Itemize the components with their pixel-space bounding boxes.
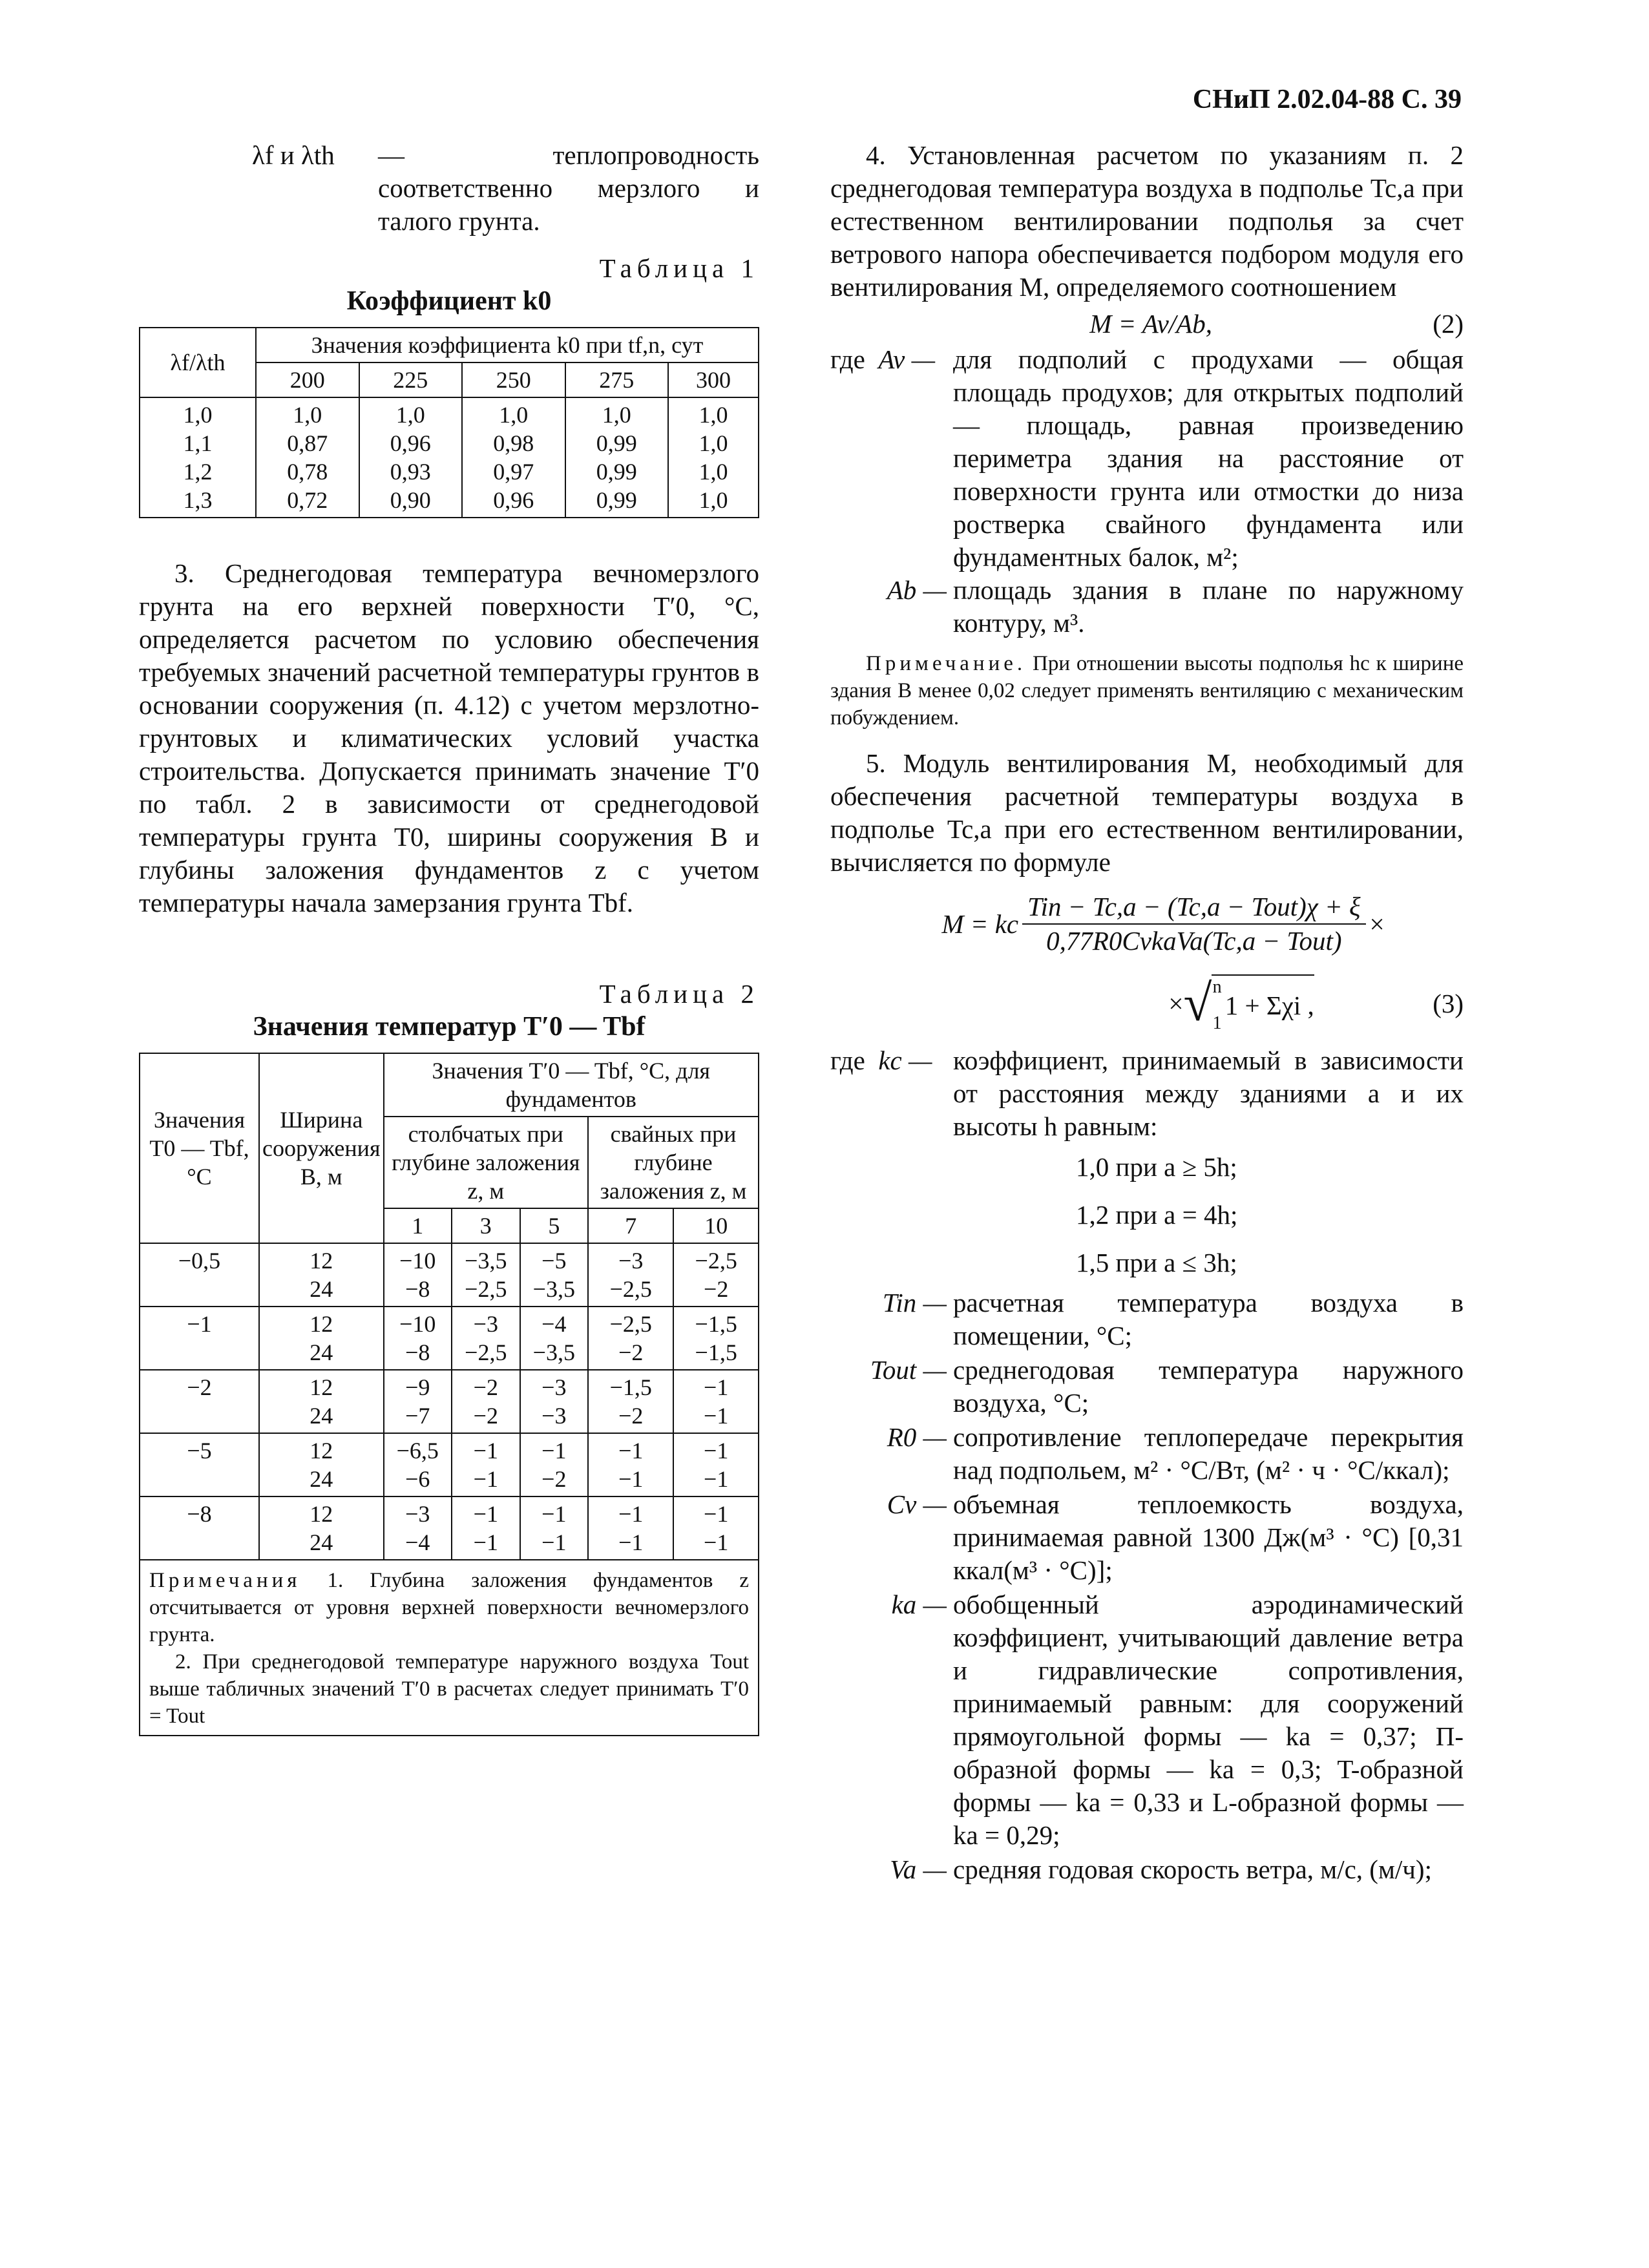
- t2-depth-header: 1: [384, 1208, 452, 1243]
- note-text: При отношении высоты подполья hc к ширине здания B менее 0,02 следует применять вентиляцию с механическим побуждением.: [830, 652, 1464, 730]
- t1-cell: 1,0: [698, 430, 728, 456]
- t1-col-header: 300: [668, 362, 759, 397]
- t2-cell: [673, 1433, 758, 1496]
- t1-cell: 1,1: [183, 430, 213, 456]
- t2-value: −1: [704, 1438, 729, 1464]
- equation-3-formula: [941, 890, 1384, 958]
- t2-cell: [259, 1243, 384, 1307]
- table2-note-1: Примечания 1. Глубина заложения фундаментов z отсчитывается от уровня верхней поверхности вечномерзлого грунта.: [149, 1569, 749, 1646]
- t2-cell: [452, 1433, 520, 1496]
- t1-cell: 0,72: [287, 487, 328, 513]
- t2-cell: [588, 1496, 673, 1560]
- t2-cell: [673, 1243, 758, 1307]
- t2-value: −4: [405, 1529, 430, 1555]
- t2-value: −3,5: [532, 1339, 575, 1365]
- definition-symbol: Cv —: [887, 1489, 947, 1519]
- t2-cell: [588, 1370, 673, 1433]
- t2-value: −10: [399, 1248, 436, 1274]
- av-symbol: где Av —: [830, 344, 936, 374]
- t2-value: −1: [473, 1466, 498, 1492]
- t2-value: −2,5: [465, 1276, 507, 1302]
- symbol-definitions: [830, 1286, 1464, 1886]
- t2-value: −1,5: [609, 1374, 652, 1400]
- kc-cases: [830, 1143, 1464, 1286]
- t1-cell: 1,0: [698, 402, 728, 428]
- t2-value: 12: [310, 1501, 333, 1527]
- t2-header-pile: свайных при глубине заложения z, м: [588, 1117, 758, 1208]
- radical-sign: √: [1183, 975, 1212, 1032]
- symbol-definition: [830, 1853, 1464, 1886]
- kc-text: коэффициент, принимаемый в зависимости от расстояния между зданиями a и их высоты h равным:: [953, 1045, 1464, 1141]
- root-expression: 1 + Σχi ,: [1224, 990, 1314, 1020]
- t2-value: −4: [541, 1311, 567, 1337]
- symbol-definition: [830, 1588, 1464, 1852]
- ab-text: площадь здания в плане по наружному контуру, м³.: [953, 575, 1464, 638]
- table2-note-2: 2. При среднегодовой температуре наружного воздуха Tout выше табличных значений T′0 в расчетах следует принимать T′0 = Tout: [149, 1650, 749, 1728]
- av-definition: [830, 343, 1464, 574]
- equation-2-number: (2): [1433, 309, 1464, 339]
- table1: [139, 327, 759, 518]
- t2-value: −7: [405, 1403, 430, 1429]
- t2-temp-cell: −1: [140, 1307, 259, 1370]
- t2-group-row: [140, 1370, 758, 1433]
- t1-cell: 0,99: [596, 459, 637, 485]
- t2-cell: [520, 1433, 589, 1496]
- definition-text: объемная теплоемкость воздуха, принимаемая равной 1300 Дж(м³ · °С) [0,31 ккал(м³ · °С)];: [953, 1489, 1464, 1585]
- t2-value: −1: [473, 1501, 498, 1527]
- t2-group-row: [140, 1243, 758, 1307]
- t1-cell: 1,0: [698, 459, 728, 485]
- equation-3-times: ×: [1369, 908, 1385, 939]
- t2-value: −2,5: [695, 1248, 737, 1274]
- t2-value: −1,5: [695, 1339, 737, 1365]
- t2-cell: [520, 1307, 589, 1370]
- t2-value: 12: [310, 1311, 333, 1337]
- av-text: для подполий с продухами — общая площадь продухов; для открытых подполий — площадь, равная произведению периметра здания на расстояние от поверхности грунта или отмостки до низа ростверка свайного фундамента или фундаментных балок, м²;: [953, 344, 1464, 572]
- t2-value: −1: [704, 1374, 729, 1400]
- t2-depth-header: 10: [673, 1208, 758, 1243]
- t2-group-row: [140, 1307, 758, 1370]
- t2-value: −2: [618, 1339, 644, 1365]
- t2-temp-cell: −0,5: [140, 1243, 259, 1307]
- t2-cell: [520, 1496, 589, 1560]
- kc-definition: [830, 1044, 1464, 1143]
- t1-header-values: Значения коэффициента k0 при tf,n, сут: [256, 328, 759, 362]
- equation-3-numerator: Tin − Tc,a − (Tc,a − Tout)χ + ξ: [1022, 890, 1365, 925]
- t1-cell: 1,0: [183, 402, 213, 428]
- t2-value: −1: [618, 1529, 644, 1555]
- kc-case: 1,5 при a ≤ 3h;: [1076, 1248, 1237, 1277]
- t2-value: −6,5: [396, 1438, 439, 1464]
- t2-cell: [452, 1243, 520, 1307]
- t2-temp-cell: −2: [140, 1370, 259, 1433]
- equation-3: [830, 890, 1464, 958]
- t2-value: −3: [541, 1374, 567, 1400]
- t1-cell: 0,99: [596, 430, 637, 456]
- equation-3-root-line: [830, 974, 1464, 1033]
- t1-column-225: [359, 397, 463, 518]
- t1-col-header: 250: [462, 362, 565, 397]
- equation-3-denominator: 0,77R0CvkaVa(Tc,a − Tout): [1046, 926, 1342, 956]
- t1-cell: 1,0: [499, 402, 529, 428]
- t2-cell: [673, 1307, 758, 1370]
- t1-cell: 1,0: [602, 402, 631, 428]
- t2-value: −5: [541, 1248, 567, 1274]
- t2-value: −6: [405, 1466, 430, 1492]
- t1-column-275: [565, 397, 669, 518]
- t2-cell: [259, 1370, 384, 1433]
- t2-value: −1: [618, 1438, 644, 1464]
- t2-value: −3: [618, 1248, 644, 1274]
- t2-value: −2: [704, 1276, 729, 1302]
- t2-value: −3: [473, 1311, 498, 1337]
- definition-text: обобщенный аэродинамический коэффициент, учитывающий давление ветра и гидравлические сопротивления, принимаемый равным: для сооружений прямоугольной формы — ka = 0,37; П-образной формы — ka = 0,3; T-образной формы — ka = 0,33 и L-образной формы — ka = 0,29;: [953, 1590, 1464, 1850]
- lambda-symbol: λf и λth: [252, 140, 335, 170]
- equation-3-number: (3): [1433, 988, 1464, 1018]
- t1-cell: 0,96: [493, 487, 534, 513]
- t1-cell: 0,87: [287, 430, 328, 456]
- t2-value: 24: [310, 1529, 333, 1555]
- kc-case: 1,2 при a = 4h;: [1076, 1200, 1238, 1230]
- t2-value: −1: [618, 1466, 644, 1492]
- definition-text: средняя годовая скорость ветра, м/с, (м/ч);: [953, 1854, 1432, 1884]
- ab-symbol: Ab —: [887, 575, 947, 605]
- t2-cell: [673, 1496, 758, 1560]
- t2-value: 24: [310, 1276, 333, 1302]
- t1-col-header: 200: [256, 362, 359, 397]
- t2-header-main: Значения T′0 — Tbf, °C, для фундаментов: [384, 1054, 759, 1117]
- t2-cell: [588, 1307, 673, 1370]
- t2-cell: [259, 1433, 384, 1496]
- t2-value: 12: [310, 1374, 333, 1400]
- table1-caption: Таблица 1: [599, 253, 759, 283]
- t2-value: −1: [704, 1403, 729, 1429]
- table2: [140, 1054, 758, 1560]
- t1-cell: 1,0: [698, 487, 728, 513]
- t1-cell: 1,2: [183, 459, 213, 485]
- definition-text: расчетная температура воздуха в помещении, °С;: [953, 1288, 1464, 1350]
- t2-depth-header: 5: [520, 1208, 589, 1243]
- t1-column-300: [668, 397, 759, 518]
- equation-3-root: × √ n 1 1 + Σχi ,: [1168, 975, 1314, 1033]
- t2-value: −10: [399, 1311, 436, 1337]
- table1-title: Коэффициент k0: [346, 286, 552, 316]
- equation-3-fraction: [1022, 890, 1365, 958]
- definition-symbol: Va —: [890, 1854, 947, 1884]
- t2-cell: [259, 1307, 384, 1370]
- left-column: [139, 139, 759, 1736]
- t2-value: 24: [310, 1466, 333, 1492]
- t2-value: −8: [405, 1276, 430, 1302]
- t1-cell: 0,93: [390, 459, 431, 485]
- t2-value: −3,5: [532, 1276, 575, 1302]
- t2-value: −1: [618, 1501, 644, 1527]
- t2-value: −3: [405, 1501, 430, 1527]
- t1-cell: 0,90: [390, 487, 431, 513]
- t2-header-width: Ширина сооружения B, м: [259, 1054, 384, 1243]
- t1-cell: 0,97: [493, 459, 534, 485]
- t2-cell: [673, 1370, 758, 1433]
- t2-value: 24: [310, 1339, 333, 1365]
- t2-header-temp: Значения T0 — Tbf, °C: [140, 1054, 259, 1243]
- t2-temp-cell: −5: [140, 1433, 259, 1496]
- t2-value: −2: [541, 1466, 567, 1492]
- t2-value: −2,5: [465, 1339, 507, 1365]
- t2-value: −2,5: [609, 1311, 652, 1337]
- right-column: [830, 139, 1464, 1887]
- t2-value: −3: [541, 1403, 567, 1429]
- t2-depth-header: 3: [452, 1208, 520, 1243]
- t1-column-200: [256, 397, 359, 518]
- t1-cell: 1,0: [293, 402, 322, 428]
- t1-ratio-column: [140, 397, 256, 518]
- t1-col-header: 275: [565, 362, 669, 397]
- t2-cell: [384, 1496, 452, 1560]
- t2-value: −1: [704, 1501, 729, 1527]
- t2-group-row: [140, 1496, 758, 1560]
- t2-cell: [520, 1370, 589, 1433]
- page-header: СНиП 2.02.04-88 С. 39: [1192, 85, 1462, 114]
- t1-cell: 0,99: [596, 487, 637, 513]
- paragraph-5: 5. Модуль вентилирования M, необходимый для обеспечения расчетной температуры воздуха в подполье Tc,a при его естественном вентилировании, вычисляется по формуле: [830, 748, 1464, 877]
- table2-title: Значения температур T′0 — Tbf: [253, 1012, 646, 1042]
- t2-cell: [384, 1243, 452, 1307]
- note: [830, 650, 1464, 731]
- equation-2: [830, 308, 1464, 341]
- t2-value: −1: [541, 1438, 567, 1464]
- table2-notes: [140, 1560, 758, 1735]
- t2-value: −9: [405, 1374, 430, 1400]
- equation-2-formula: M = Av/Ab,: [1089, 309, 1212, 339]
- t2-cell: [384, 1370, 452, 1433]
- note-label: Примечание.: [866, 652, 1027, 675]
- t2-value: −2: [473, 1374, 498, 1400]
- t2-value: −8: [405, 1339, 430, 1365]
- t2-value: −3,5: [465, 1248, 507, 1274]
- t1-header-ratio: λf/λth: [140, 328, 256, 397]
- kc-symbol: где kc —: [830, 1045, 932, 1075]
- paragraph-4: 4. Установленная расчетом по указаниям п. 2 среднегодовая температура воздуха в подполье Tc,a при естественном вентилировании подполья за счет ветрового напора обеспечивается подбором модуля его вентилирования M, определяемого соотношением: [830, 140, 1464, 302]
- ab-definition: [830, 574, 1464, 640]
- kc-case: 1,0 при a ≥ 5h;: [1076, 1152, 1237, 1182]
- t1-cell: 1,0: [395, 402, 425, 428]
- t2-cell: [452, 1307, 520, 1370]
- t1-cell: 0,98: [493, 430, 534, 456]
- t2-group-row: [140, 1433, 758, 1496]
- definition-symbol: ka —: [891, 1590, 947, 1619]
- t2-header-columnar: столбчатых при глубине заложения z, м: [384, 1117, 589, 1208]
- equation-3-lhs: M = kc: [941, 908, 1019, 939]
- t2-value: −2,5: [609, 1276, 652, 1302]
- sum-limits: n 1: [1212, 977, 1222, 1033]
- symbol-definition: [830, 1488, 1464, 1587]
- t1-cell: 0,78: [287, 459, 328, 485]
- t2-cell: [452, 1496, 520, 1560]
- lambda-definition: [139, 139, 759, 238]
- definition-symbol: Tin —: [882, 1288, 947, 1318]
- lambda-text: — теплопроводность соответственно мерзлого и талого грунта.: [378, 140, 759, 236]
- t2-value: −2: [473, 1403, 498, 1429]
- t2-cell: [588, 1243, 673, 1307]
- t2-cell: [259, 1496, 384, 1560]
- t2-value: −1: [473, 1529, 498, 1555]
- t2-cell: [452, 1370, 520, 1433]
- t2-value: −1: [704, 1529, 729, 1555]
- table2-box: [139, 1053, 759, 1736]
- t1-cell: 1,3: [183, 487, 213, 513]
- t2-value: −1: [473, 1438, 498, 1464]
- t2-depth-header: 7: [588, 1208, 673, 1243]
- t2-value: −2: [618, 1403, 644, 1429]
- t1-col-header: 225: [359, 362, 463, 397]
- t2-cell: [384, 1307, 452, 1370]
- t2-value: 24: [310, 1403, 333, 1429]
- t1-cell: 0,96: [390, 430, 431, 456]
- symbol-definition: [830, 1286, 1464, 1352]
- table2-caption: Таблица 2: [599, 979, 759, 1009]
- symbol-definition: [830, 1354, 1464, 1420]
- symbol-definition: [830, 1421, 1464, 1487]
- t2-value: −1: [704, 1466, 729, 1492]
- t2-temp-cell: −8: [140, 1496, 259, 1560]
- t2-value: −1,5: [695, 1311, 737, 1337]
- definition-symbol: Tout —: [870, 1355, 947, 1385]
- t2-value: −1: [541, 1529, 567, 1555]
- t2-value: 12: [310, 1438, 333, 1464]
- definition-text: среднегодовая температура наружного воздуха, °С;: [953, 1355, 1464, 1418]
- definition-text: сопротивление теплопередаче перекрытия над подпольем, м² · °С/Вт, (м² · ч · °С/ккал);: [953, 1422, 1464, 1485]
- t2-cell: [520, 1243, 589, 1307]
- t1-column-250: [462, 397, 565, 518]
- t2-cell: [384, 1433, 452, 1496]
- t2-value: 12: [310, 1248, 333, 1274]
- t2-value: −1: [541, 1501, 567, 1527]
- paragraph-3: 3. Среднегодовая температура вечномерзлого грунта на его верхней поверхности T′0, °С, определяется расчетом по условию обеспечения требуемых значений расчетной температуры грунтов в основании сооружения (п. 4.12) с учетом мерзлотно-грунтовых и климатических условий участка строительства. Допускается принимать значение T′0 по табл. 2 в зависимости от среднегодовой температуры грунта T0, ширины сооружения B и глубины заложения фундаментов z с учетом температуры начала замерзания грунта Tbf.: [139, 558, 759, 918]
- definition-symbol: R0 —: [887, 1422, 947, 1452]
- t2-cell: [588, 1433, 673, 1496]
